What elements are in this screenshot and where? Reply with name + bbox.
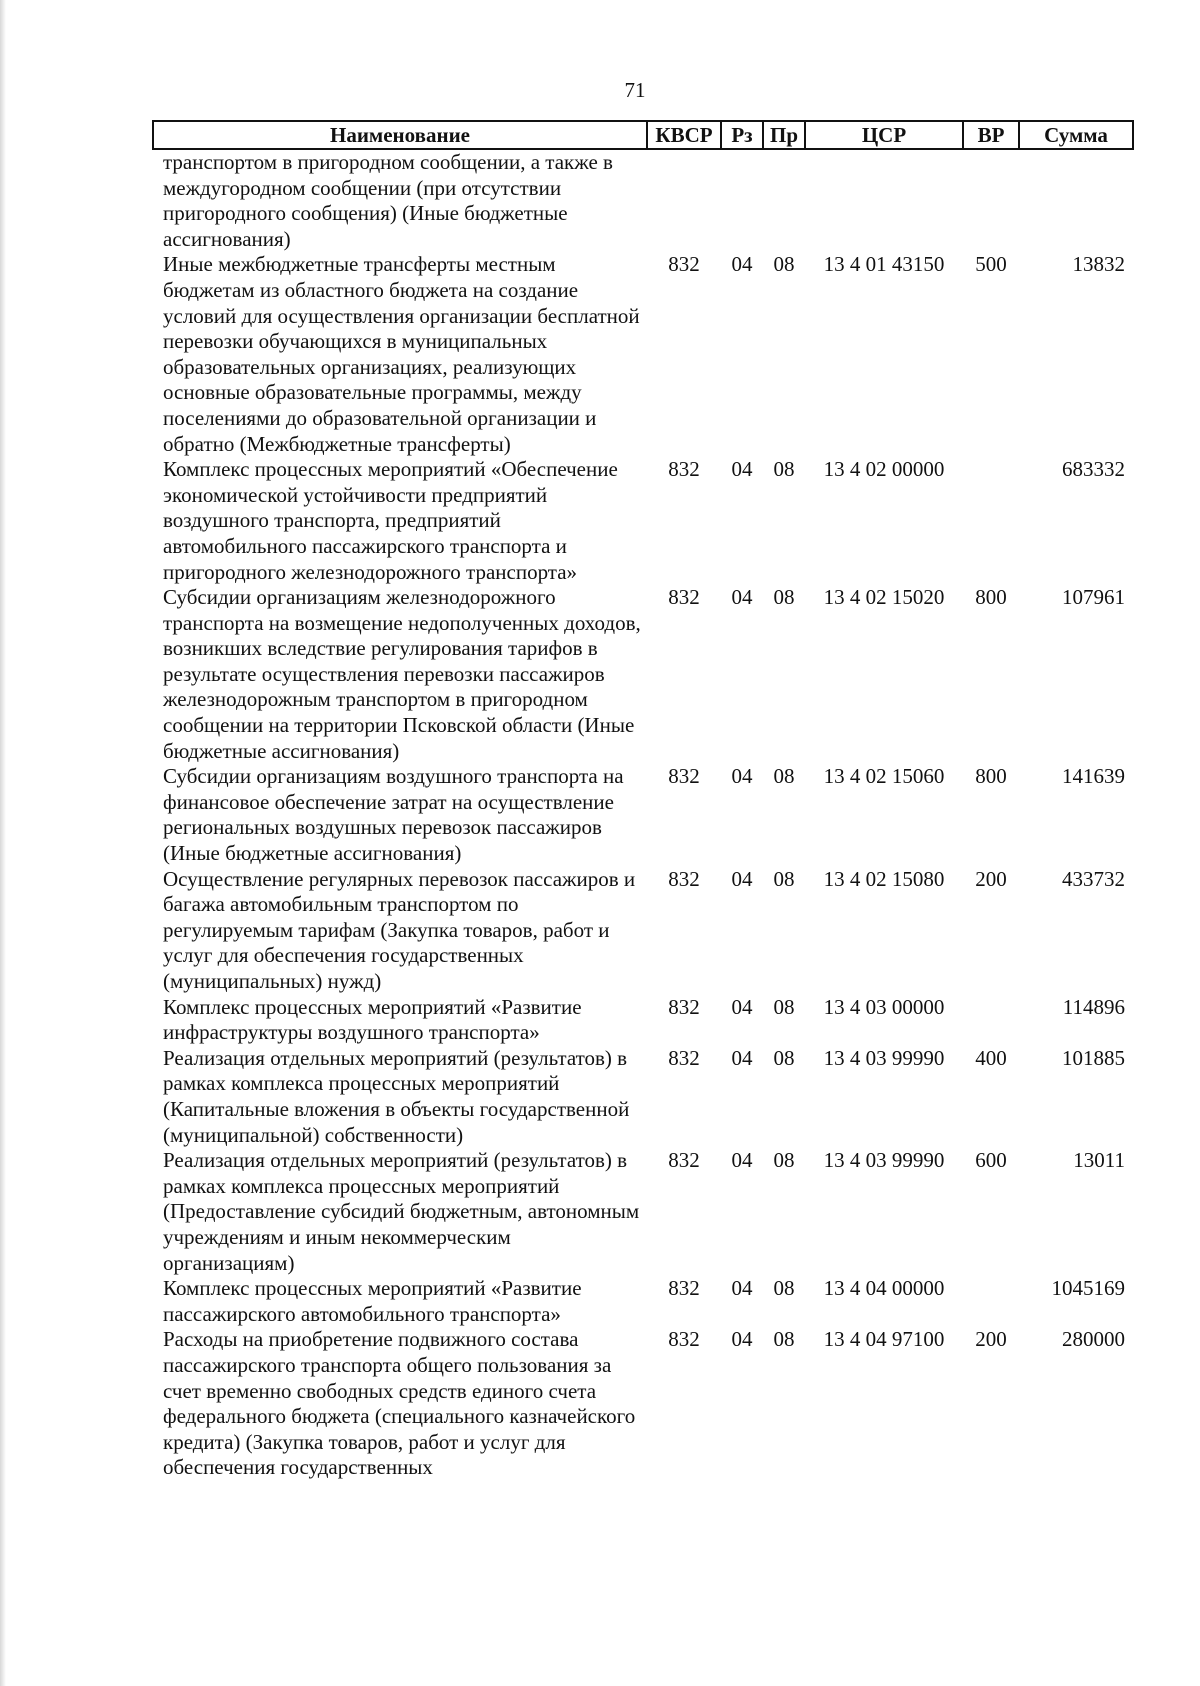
cell-sum: 683332 [1062,457,1125,482]
cell-name: Субсидии организациям железнодорожного транспорта на возмещение недополученных доходов, возникших вследствие регулирования тарифов в результате осуществления перевозки пассажиров железнодорожным транспортом в пригородном сообщении на территории Псковской области (Иные бюджетные ассигнования) [163,585,641,763]
cell-rz: 04 [731,1148,753,1173]
cell-kvsr: 832 [668,457,700,482]
cell-rz: 04 [731,764,753,789]
cell-kvsr: 832 [668,1327,700,1352]
cell-sum: 13011 [1073,1148,1125,1173]
cell-pr: 08 [773,457,795,482]
cell-rz: 04 [731,1276,753,1301]
cell-name: Комплекс процессных мероприятий «Развитие инфраструктуры воздушного транспорта» [163,994,582,1045]
cell-name: Комплекс процессных мероприятий «Развитие пассажирского автомобильного транспорта» [163,1276,582,1326]
header-vr: ВР [963,121,1019,149]
cell-pr: 08 [773,866,795,891]
cell-kvsr: 832 [668,1276,700,1301]
cell-sum: 1045169 [1051,1276,1125,1301]
table-row [153,457,1133,585]
cell-csr: 13 4 04 00000 [823,1276,945,1301]
cell-csr: 13 4 02 15080 [823,866,945,891]
table-header-row [153,121,1133,149]
cell-sum [1019,149,1133,252]
cell-rz: 04 [731,585,753,610]
cell-name: Расходы на приобретение подвижного состава пассажирского транспорта общего пользования за счет временно свободных средств единого счета федерального бюджета (специального казначейского кредита) (Закупка товаров, работ и услуг для обеспечения государственных [163,1327,636,1480]
cell-kvsr: 832 [668,764,700,789]
header-pr: Пр [763,121,805,149]
cell-pr: 08 [773,1276,795,1301]
cell-vr [963,1276,1019,1327]
cell-rz: 04 [731,457,753,482]
cell-name: Осуществление регулярных перевозок пассажиров и багажа автомобильным транспортом по регулируемым тарифам (Закупка товаров, работ и услуг для обеспечения государственных (муниципальных) нужд) [163,866,636,993]
cell-rz: 04 [731,1327,753,1352]
cell-rz: 04 [731,1045,753,1070]
cell-vr: 800 [975,764,1007,789]
cell-kvsr [647,149,721,252]
cell-csr: 13 4 03 99990 [823,1045,945,1070]
cell-vr [963,457,1019,585]
cell-name: Комплекс процессных мероприятий «Обеспечение экономической устойчивости предприятий воздушного транспорта, предприятий автомобильного пассажирского транспорта и пригородного железнодорожного транспорта» [163,457,618,584]
cell-rz: 04 [731,866,753,891]
cell-name: Реализация отдельных мероприятий (результатов) в рамках комплекса процессных мероприятий (Капитальные вложения в объекты государственной (муниципальной) собственности) [163,1045,630,1147]
page-number: 71 [624,78,646,102]
table-row [153,585,1133,764]
table-row [153,764,1133,866]
cell-sum: 101885 [1062,1045,1125,1070]
table-row [153,995,1133,1046]
header-sum: Сумма [1019,121,1133,149]
cell-vr: 200 [975,866,1007,891]
table-row [153,1276,1133,1327]
cell-kvsr: 832 [668,585,700,610]
cell-vr: 200 [975,1327,1007,1352]
cell-sum: 280000 [1062,1327,1125,1352]
header-csr: ЦСР [805,121,963,149]
cell-name: транспортом в пригородном сообщении, а также в междугородном сообщении (при отсутствии пригородного сообщения) (Иные бюджетные ассигнования) [163,150,613,251]
cell-vr: 800 [975,585,1007,610]
cell-csr: 13 4 02 15020 [823,585,945,610]
cell-pr: 08 [773,764,795,789]
cell-vr: 600 [975,1148,1007,1173]
cell-rz [721,149,763,252]
cell-pr: 08 [773,1045,795,1070]
header-name: Наименование [153,121,647,149]
cell-kvsr: 832 [668,252,700,277]
cell-sum: 114896 [1062,994,1125,1019]
budget-table-container [152,120,1132,1481]
cell-kvsr: 832 [668,1045,700,1070]
cell-vr: 500 [975,252,1007,277]
cell-pr: 08 [773,252,795,277]
table-row [153,1327,1133,1481]
cell-name: Иные межбюджетные трансферты местным бюджетам из областного бюджета на создание условий для осуществления организации бесплатной перевозки обучающихся в муниципальных образовательных организациях, реализующих основные образовательные программы, между поселениями до образовательной организации и обратно (Межбюджетные трансферты) [163,252,640,456]
scan-edge [0,0,6,1686]
cell-rz: 04 [731,994,753,1019]
cell-name: Субсидии организациям воздушного транспорта на финансовое обеспечение затрат на осуществление региональных воздушных перевозок пассажиров (Иные бюджетные ассигнования) [163,764,624,866]
budget-table [152,120,1134,1481]
cell-vr [963,149,1019,252]
cell-rz: 04 [731,252,753,277]
cell-csr: 13 4 03 00000 [823,994,945,1019]
cell-csr: 13 4 02 15060 [823,764,945,789]
cell-csr: 13 4 02 00000 [823,457,945,482]
cell-pr: 08 [773,1148,795,1173]
cell-pr: 08 [773,585,795,610]
cell-csr [805,149,963,252]
cell-name: Реализация отдельных мероприятий (результатов) в рамках комплекса процессных мероприятий (Предоставление субсидий бюджетным, автономным учреждениям и иным некоммерческим организациям) [163,1148,640,1275]
cell-kvsr: 832 [668,994,700,1019]
table-row [153,867,1133,995]
cell-vr: 400 [975,1045,1007,1070]
table-row [153,149,1133,252]
table-row [153,1046,1133,1148]
cell-pr: 08 [773,994,795,1019]
table-row [153,1148,1133,1276]
cell-csr: 13 4 01 43150 [823,252,945,277]
header-rz: Рз [721,121,763,149]
table-row [153,252,1133,457]
cell-pr [763,149,805,252]
cell-kvsr: 832 [668,866,700,891]
cell-vr [963,995,1019,1046]
cell-sum: 141639 [1062,764,1125,789]
cell-kvsr: 832 [668,1148,700,1173]
cell-sum: 433732 [1062,866,1125,891]
cell-csr: 13 4 03 99990 [823,1148,945,1173]
cell-pr: 08 [773,1327,795,1352]
header-kvsr: КВСР [647,121,721,149]
cell-csr: 13 4 04 97100 [823,1327,945,1352]
cell-sum: 13832 [1072,252,1125,277]
cell-sum: 107961 [1062,585,1125,610]
